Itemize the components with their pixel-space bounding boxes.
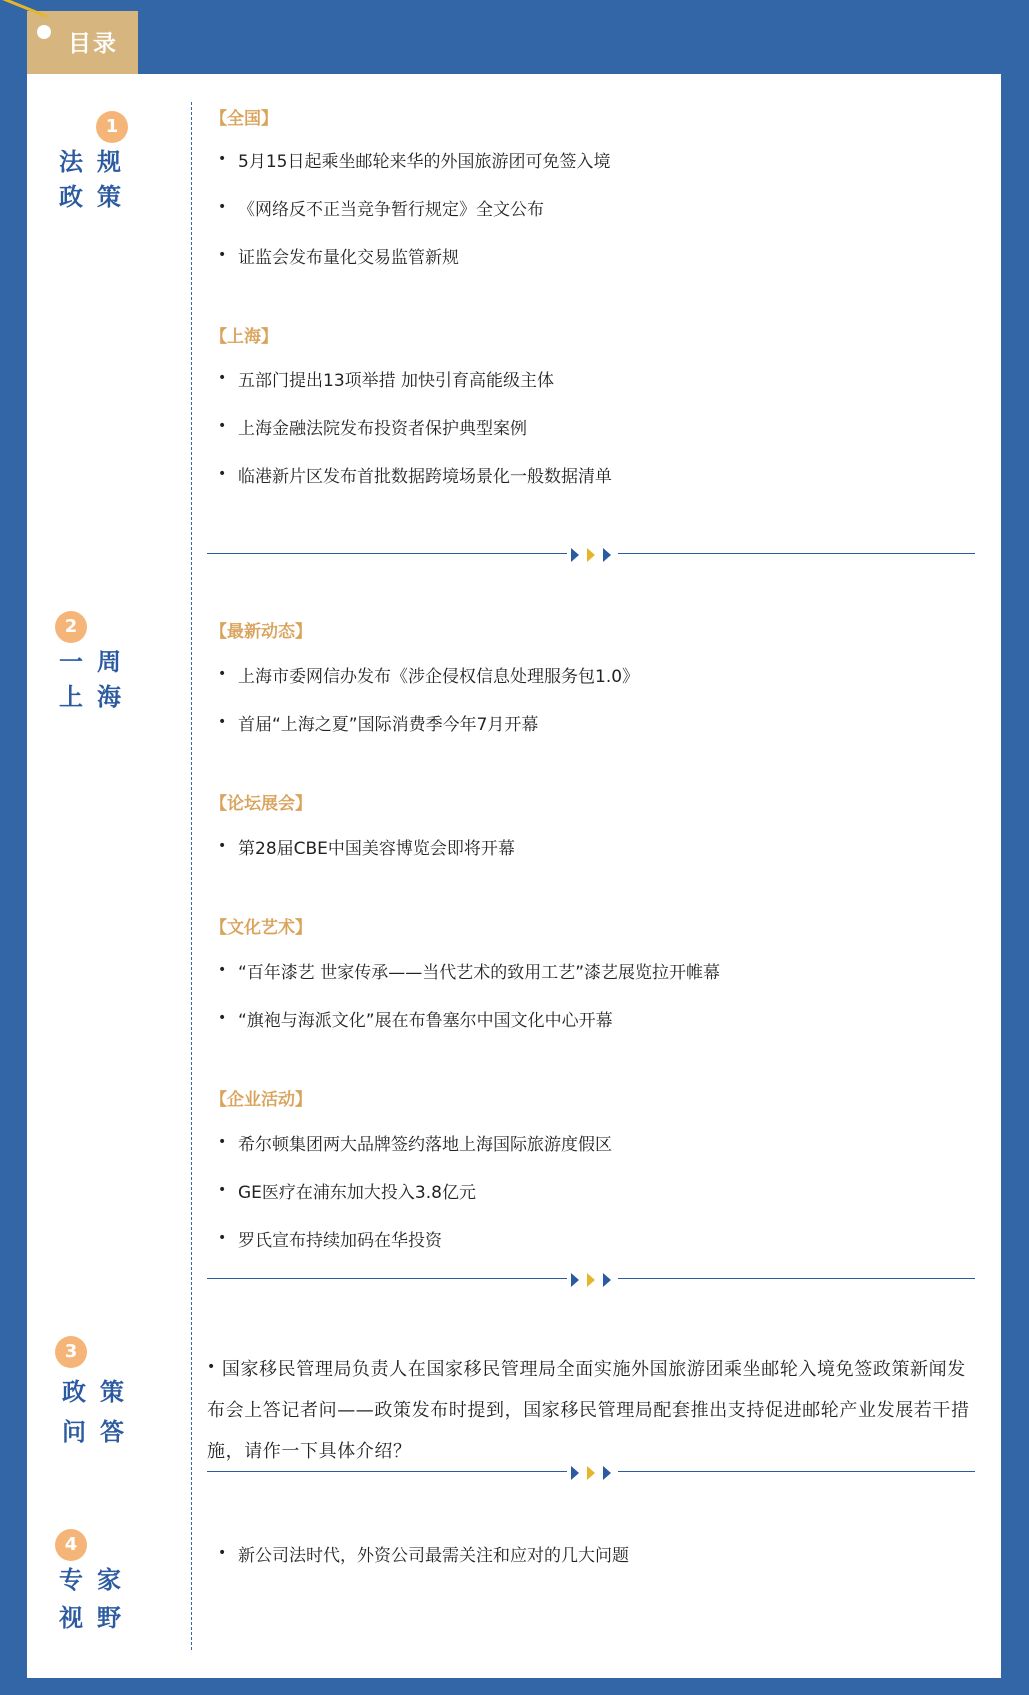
section-title-line: 政策: [59, 183, 135, 211]
list-item[interactable]: • 证监会发布量化交易监管新规: [218, 247, 459, 268]
list-item[interactable]: • 罗氏宣布持续加码在华投资: [218, 1230, 442, 1251]
arrow-icon: [571, 1273, 579, 1287]
list-item[interactable]: • 新公司法时代，外资公司最需关注和应对的几大问题: [218, 1545, 629, 1566]
bullet-icon: •: [218, 838, 227, 854]
list-item[interactable]: • “旗袍与海派文化”展在布鲁塞尔中国文化中心开幕: [218, 1010, 613, 1031]
category-label: 【文化艺术】: [210, 918, 312, 938]
bullet-icon: •: [218, 1545, 227, 1561]
section-title-1: [59, 145, 135, 215]
tab-string: [0, 0, 47, 18]
category-label: 【最新动态】: [210, 622, 312, 642]
section-title-line: 法规: [59, 148, 135, 176]
bullet-icon: •: [218, 1010, 227, 1026]
qa-paragraph[interactable]: • 国家移民管理局负责人在国家移民管理局全面实施外国旅游团乘坐邮轮入境免签政策新闻发布会上答记者问——政策发布时提到，国家移民管理局配套推出支持促进邮轮产业发展若干措施，请作一下具体介绍？: [207, 1359, 970, 1462]
section-title-line: 上海: [59, 683, 135, 711]
list-item[interactable]: • 五部门提出13项举措 加快引育高能级主体: [218, 370, 555, 391]
category-label: 【全国】: [210, 109, 278, 129]
bullet-icon: •: [218, 962, 227, 978]
section-number-4: 4: [55, 1529, 87, 1561]
bullet-icon: •: [218, 1182, 227, 1198]
category-label: 【上海】: [210, 327, 278, 347]
bullet-icon: •: [218, 247, 227, 263]
list-item[interactable]: • 第28届CBE中国美容博览会即将开幕: [218, 838, 515, 859]
arrow-icon: [603, 1466, 611, 1480]
bullet-icon: •: [218, 714, 227, 730]
bullet-icon: •: [218, 418, 227, 434]
section-title-line: 一周: [59, 648, 135, 676]
arrow-icon: [571, 1466, 579, 1480]
toc-title: 目录: [68, 31, 118, 57]
section-number-3: 3: [55, 1336, 87, 1368]
list-item[interactable]: • 希尔顿集团两大品牌签约落地上海国际旅游度假区: [218, 1134, 612, 1155]
section-title-line: 政策: [62, 1378, 138, 1406]
bullet-icon: •: [218, 370, 227, 386]
arrow-icon: [603, 1273, 611, 1287]
list-item[interactable]: • “百年漆艺 世家传承——当代艺术的致用工艺”漆艺展览拉开帷幕: [218, 962, 721, 983]
list-item[interactable]: • 5月15日起乘坐邮轮来华的外国旅游团可免签入境: [218, 151, 611, 172]
bullet-icon: •: [207, 1359, 216, 1375]
list-item[interactable]: • 上海金融法院发布投资者保护典型案例: [218, 418, 527, 439]
category-label: 【企业活动】: [210, 1090, 312, 1110]
bullet-icon: •: [218, 151, 227, 167]
section-title-line: 问答: [62, 1418, 138, 1446]
vertical-divider: [191, 102, 192, 1650]
bullet-icon: •: [218, 1230, 227, 1246]
toc-tab: [27, 11, 138, 74]
arrow-icon: [603, 548, 611, 562]
section-title-line: 专家: [59, 1566, 135, 1594]
arrow-icon: [587, 1273, 595, 1287]
bullet-icon: •: [218, 1134, 227, 1150]
section-number-1: 1: [96, 111, 128, 143]
tab-pin-icon: [37, 25, 51, 39]
section-separator: [207, 548, 975, 560]
section-number-2: 2: [55, 611, 87, 643]
section-separator: [207, 1273, 975, 1285]
list-item[interactable]: • GE医疗在浦东加大投入3.8亿元: [218, 1182, 476, 1203]
bullet-icon: •: [218, 199, 227, 215]
bullet-icon: •: [218, 666, 227, 682]
arrow-icon: [571, 548, 579, 562]
arrow-icon: [587, 548, 595, 562]
list-item[interactable]: • 临港新片区发布首批数据跨境场景化一般数据清单: [218, 466, 612, 487]
section-title-line: 视野: [59, 1604, 135, 1632]
section-title-4: [59, 1561, 135, 1637]
bullet-icon: •: [218, 466, 227, 482]
list-item[interactable]: • 《网络反不正当竞争暂行规定》全文公布: [218, 199, 544, 220]
list-item[interactable]: • 首届“上海之夏”国际消费季今年7月开幕: [218, 714, 539, 735]
section-separator: [207, 1466, 975, 1478]
list-item[interactable]: • 上海市委网信办发布《涉企侵权信息处理服务包1.0》: [218, 666, 640, 687]
arrow-icon: [587, 1466, 595, 1480]
category-label: 【论坛展会】: [210, 794, 312, 814]
section-title-3: [62, 1372, 138, 1452]
section-title-2: [59, 645, 135, 715]
